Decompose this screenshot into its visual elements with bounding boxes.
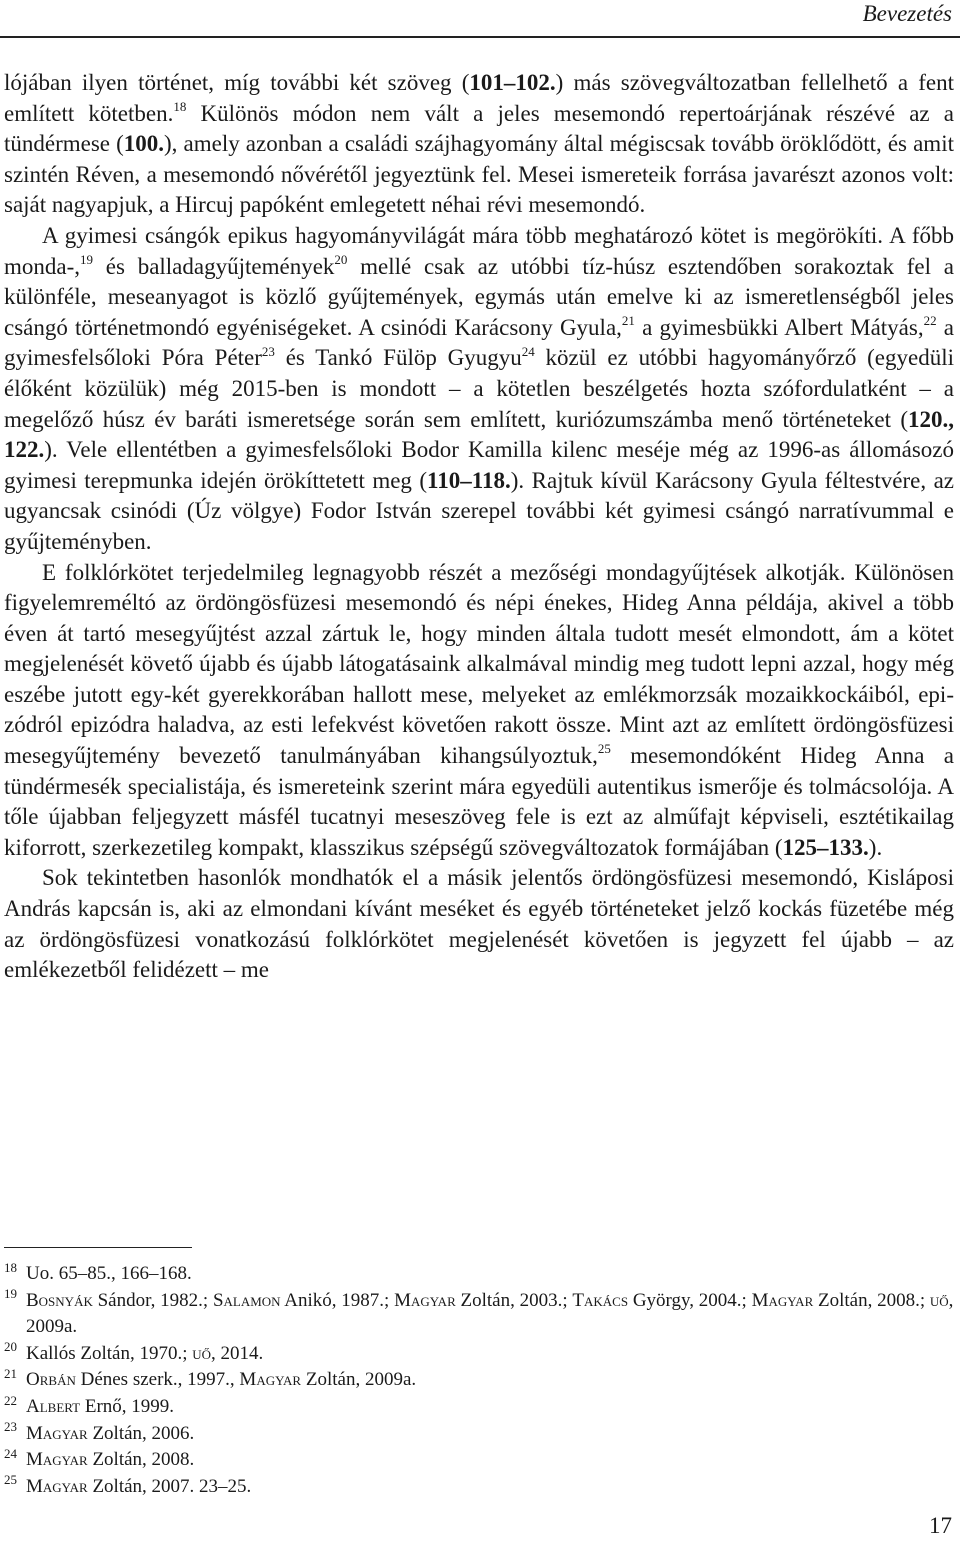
header-divider bbox=[0, 36, 960, 38]
footnote: 24 Magyar Zoltán, 2008. bbox=[4, 1445, 195, 1471]
text-run: Zoltán, 2009a. bbox=[301, 1369, 417, 1391]
body-text bbox=[4, 68, 954, 986]
author-name: Takács bbox=[572, 1289, 629, 1311]
author-name: Magyar bbox=[26, 1422, 88, 1444]
paragraph bbox=[4, 221, 954, 558]
bold-reference: 110–118. bbox=[427, 467, 511, 493]
author-name: Magyar bbox=[751, 1289, 814, 1311]
author-name: Albert bbox=[26, 1395, 81, 1417]
author-name: Bosnyák bbox=[26, 1289, 93, 1311]
footnote-ref: 19 bbox=[80, 251, 94, 267]
text-run: Ernő, 1999. bbox=[80, 1395, 175, 1417]
text-run: ). bbox=[868, 834, 883, 860]
bold-reference: 125–133. bbox=[782, 834, 869, 860]
author-name: uő bbox=[192, 1342, 212, 1364]
running-head: Bevezetés bbox=[862, 1, 952, 26]
text-run: Zoltán, 2008.; bbox=[813, 1289, 930, 1311]
bold-reference: 120., 122. bbox=[4, 406, 954, 463]
text-run: Zoltán, 2006. bbox=[87, 1422, 195, 1444]
footnote-divider bbox=[4, 1247, 192, 1248]
text-run: ). Rajtuk kívül Karácsony Gyula féltestvére, az ugyancsak csinódi (Úz völgye) Fodor István szerepel további két gyimesi csángó narratívummal e gyűjteményben. bbox=[4, 467, 954, 554]
text-run: Kallós Zoltán, 1970.; bbox=[26, 1342, 193, 1364]
text-run: lójában ilyen történet, míg további két szöveg ( bbox=[4, 70, 470, 95]
text-run: Anikó, 1987.; bbox=[280, 1289, 395, 1311]
text-run: mellé csak az utóbbi tíz-húsz esztendőben sorakoztak fel a különféle, meseanyagot is közlő gyűjtemények, egymás után emelve ki az ismeretlenségből jeles csángó történetmondó egyéniségeket. A csinódi Karácsony Gyula, bbox=[4, 253, 954, 340]
text-run: , 2009a. bbox=[26, 1289, 954, 1338]
text-run: György, 2004.; bbox=[628, 1289, 752, 1311]
text-run: ) más szövegváltozatban fellelhető a fent említett kötetben. bbox=[4, 70, 954, 126]
footnote-ref: 21 bbox=[621, 313, 635, 329]
text-run: ), amely azonban a családi szájhagyomány által mégiscsak tovább öröklődött, és amit szintén Réven, a mesemondó nővérétől jegyeztünk fel. Mesei ismereteik forrása javarészt azonos volt: saját nagyapjuk, a Hircuj papóként emlegetett néhai révi mesemondó. bbox=[4, 131, 954, 218]
footnote: 20 Kallós Zoltán, 1970.; uő, 2014. bbox=[4, 1339, 264, 1364]
text-run: E folklórkötet terjedelmileg legnagyobb részét a mezőségi mondagyűjtések alkotják. Különösen figyelemreméltó az ördöngösfüzesi mesemondó és népi énekes, Hideg Anna példája, akivel a több éven át tartó mesegyűjtést azzal zártuk le, hogy minden általa tudott mesét elmondott, ám a kötet megjelenését követő újabb és újabb látogatásaink alkalmával mindig meg tudott lepni azzal, hogy még eszébe jutott egy-két gyerekkorában hallott mese, melyeket az emlékmorzsák mozaikkockáiból, epizódról epizódra haladva, az esti lefekvést követően rakott össze. Mint azt az említett ördöngösfüzesi mesegyűjtemény bevezető tanulmányában kihangsúlyoztuk, bbox=[4, 559, 954, 769]
text-run: a gyimesbükki Albert Mátyás, bbox=[634, 314, 924, 340]
text-run: a gyimesfelsőloki Póra Péter bbox=[4, 314, 954, 371]
author-name: Magyar bbox=[394, 1289, 456, 1311]
paragraph bbox=[4, 68, 954, 221]
footnote-ref: 23 bbox=[261, 343, 275, 359]
text-run: mesemondóként Hideg Anna a tündérmesék specialistája, és ismereteink szerint mára egyedüli autentikus ismerője és tolmácsolója. A tőle újabban feljegyzett másfél tucatnyi meseszöveg fele is ezt az alműfajt képviseli, esztétikailag kiforrott, szerkezetileg kompakt, klasszikus szépségű szövegváltozatok formájában ( bbox=[4, 743, 954, 860]
page-number: 17 bbox=[929, 1513, 952, 1538]
text-run: Dénes szerk., 1997., bbox=[75, 1369, 240, 1391]
footnote-ref: 18 bbox=[173, 98, 187, 114]
footnote: 21 Orbán Dénes szerk., 1997., Magyar Zoltán, 2009a. bbox=[4, 1366, 417, 1391]
footnote-ref: 24 bbox=[521, 343, 535, 359]
footnote: 23 Magyar Zoltán, 2006. bbox=[4, 1419, 195, 1444]
author-name: Magyar bbox=[26, 1449, 88, 1471]
text-run: Különös módon nem vált a jeles mesemondó repertoárjának részévé az a tündérmese ( bbox=[4, 100, 954, 157]
bold-reference: 100. bbox=[123, 131, 165, 157]
text-run: Zoltán, 2003.; bbox=[455, 1289, 573, 1311]
author-name: Salamon bbox=[212, 1289, 281, 1311]
footnote: 18 Uo. 65–85., 166–168. bbox=[4, 1259, 192, 1284]
footnote-ref: 20 bbox=[334, 251, 348, 267]
text-run: , 2014. bbox=[211, 1342, 264, 1364]
text-run: ). Vele ellentétben a gyimesfelsőloki Bodor Kamilla kilenc meséje még az 1996-as állomásozó gyimesi terepmunka idején örökíttetett meg ( bbox=[4, 437, 954, 493]
bold-reference: 101–102. bbox=[469, 70, 556, 95]
footnote: 22 Albert Ernő, 1999. bbox=[4, 1392, 175, 1417]
paragraph bbox=[4, 863, 954, 985]
footnote-ref: 25 bbox=[597, 741, 611, 757]
footnote: 19 Bosnyák Sándor, 1982.; Salamon Anikó, 1987.; Magyar Zoltán, 2003.; Takács György, 2004.; Magyar Zoltán, 2008.; uő, 2009a. bbox=[4, 1286, 954, 1338]
text-run: közül ez utóbbi hagyományőrző (egyedüli élőként közülük) még 2015-ben is mondott – a kötetlen beszélgetés hozta szófordulatként – a megelőző húsz év baráti ismeretsége során sem említett, kuriózumszámba menő történeteket ( bbox=[4, 345, 954, 432]
text-run: A gyimesi csángók epikus hagyományvilágát mára több meghatározó kötet is megörökíti. A főbb monda-, bbox=[4, 222, 954, 279]
text-run: Sok tekintetben hasonlók mondhatók el a másik jelentős ördöngösfüzesi mesemondó, Kisláposi András kapcsán is, aki az elmondani kívánt meséket és egyéb történeteket jelző kockás füzetébe még az ördöngösfüzesi vonatkozású folklórkötet megjelenését követően is jegyzett fel újabb – az emlékezetből felidézett – me bbox=[4, 865, 954, 983]
author-name: Magyar bbox=[26, 1475, 88, 1497]
footnote: 25 Magyar Zoltán, 2007. 23–25. bbox=[4, 1472, 252, 1497]
text-run: Zoltán, 2008. bbox=[87, 1449, 195, 1471]
author-name: uő bbox=[929, 1289, 949, 1311]
footnotes bbox=[4, 1261, 954, 1500]
text-run: Sándor, 1982.; bbox=[92, 1289, 213, 1311]
text-run: Zoltán, 2007. 23–25. bbox=[87, 1475, 252, 1497]
text-run: és balladagyűjtemények bbox=[93, 253, 335, 279]
author-name: Magyar bbox=[239, 1369, 302, 1391]
text-run: Uo. 65–85., 166–168. bbox=[26, 1263, 192, 1284]
footnote-ref: 22 bbox=[923, 313, 937, 329]
paragraph bbox=[4, 558, 954, 864]
text-run: és Tankó Fülöp Gyugyu bbox=[274, 345, 522, 371]
author-name: Orbán bbox=[26, 1369, 76, 1391]
